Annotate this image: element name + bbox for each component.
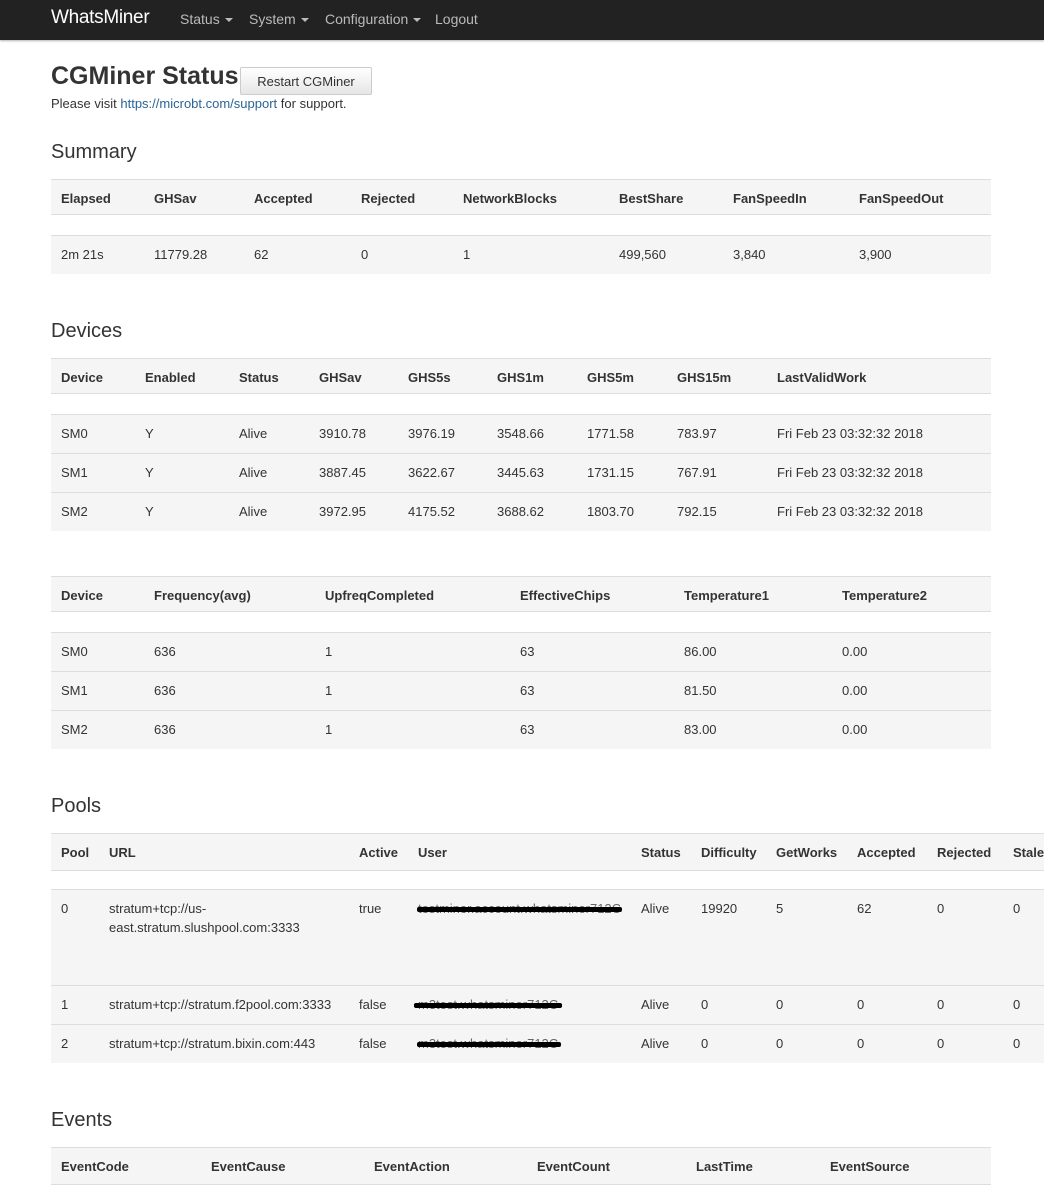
table-cell: 0.00 (842, 683, 868, 698)
table-cell: 0 (937, 1036, 945, 1051)
table-cell: 792.15 (677, 504, 717, 519)
table-cell: 0.00 (842, 722, 868, 737)
events-table (51, 1147, 991, 1185)
col-header: EventCount (537, 1159, 610, 1174)
brand-logo[interactable]: WhatsMiner (51, 7, 150, 28)
col-header: EventSource (830, 1159, 910, 1174)
col-header: Device (61, 588, 103, 603)
table-row (51, 671, 991, 710)
col-header: GHS5s (408, 370, 451, 385)
table-cell: Y (145, 465, 154, 480)
col-header: LastValidWork (777, 370, 867, 385)
col-header: UpfreqCompleted (325, 588, 435, 603)
table-row (51, 985, 1044, 1024)
restart-cgminer-button[interactable]: Restart CGMiner (240, 67, 372, 95)
table-row (51, 414, 991, 453)
col-header: GHS15m (677, 370, 732, 385)
table-cell: 3548.66 (497, 426, 544, 441)
table-cell: 0 (701, 1036, 709, 1051)
support-notice (51, 96, 347, 111)
table-cell: Y (145, 426, 154, 441)
col-header: NetworkBlocks (463, 191, 557, 206)
nav-system-menu[interactable] (249, 11, 309, 27)
table-row (51, 235, 991, 274)
table-cell: false (359, 1036, 387, 1051)
col-header: EffectiveChips (520, 588, 611, 603)
table-row (51, 889, 1044, 986)
col-header: EventAction (374, 1159, 450, 1174)
table-cell: 0 (857, 997, 865, 1012)
table-cell: 0 (857, 1036, 865, 1051)
caret-down-icon (301, 18, 309, 22)
table-cell: Alive (641, 901, 670, 916)
col-header: EventCause (211, 1159, 286, 1174)
table-cell: 86.00 (684, 644, 717, 659)
redaction-mark (417, 907, 622, 912)
col-header: Rejected (361, 191, 416, 206)
table-cell: 0 (776, 997, 784, 1012)
table-cell: 499,560 (619, 247, 666, 262)
table-row (51, 492, 991, 531)
table-cell: SM1 (61, 683, 88, 698)
top-navbar (0, 0, 1044, 40)
table-cell: Alive (641, 997, 670, 1012)
col-header: Difficulty (701, 845, 757, 860)
table-cell: SM0 (61, 426, 88, 441)
events-header-row (51, 1147, 991, 1185)
table-cell: Fri Feb 23 03:32:32 2018 (777, 504, 923, 519)
table-cell: 11779.28 (154, 247, 208, 262)
table-cell: 83.00 (684, 722, 717, 737)
table-cell: 636 (154, 722, 176, 737)
col-header: Rejected (937, 845, 992, 860)
table-cell: Alive (239, 465, 268, 480)
table-cell: 81.50 (684, 683, 717, 698)
events-heading: Events (51, 1109, 113, 1131)
table-cell: Fri Feb 23 03:32:32 2018 (777, 465, 923, 480)
caret-down-icon (413, 18, 421, 22)
table-row (51, 710, 991, 749)
table-cell: true (359, 901, 382, 916)
col-header: GHS1m (497, 370, 544, 385)
col-header: Elapsed (61, 191, 111, 206)
col-header: User (418, 845, 447, 860)
table-cell: 4175.52 (408, 504, 455, 519)
table-cell: 3,840 (733, 247, 766, 262)
table-cell: Alive (239, 504, 268, 519)
device-chips-table (51, 576, 991, 749)
col-header: Device (61, 370, 103, 385)
table-cell: 5 (776, 901, 784, 916)
col-header: GHS5m (587, 370, 634, 385)
page-title: CGMiner Status (51, 62, 239, 90)
table-cell: 3622.67 (408, 465, 455, 480)
table-row (51, 632, 991, 671)
table-cell: 62 (254, 247, 269, 262)
table-row (51, 453, 991, 492)
col-header: Pool (61, 845, 90, 860)
chips-header-row (51, 576, 991, 612)
support-prefix: Please visit (51, 96, 117, 111)
col-header: Status (641, 845, 681, 860)
table-cell: 767.91 (677, 465, 717, 480)
support-link[interactable]: https://microbt.com/support (120, 96, 278, 111)
table-cell: 62 (857, 901, 872, 916)
table-cell: SM1 (61, 465, 88, 480)
nav-status-label: Status (180, 11, 220, 27)
table-cell: 3445.63 (497, 465, 544, 480)
table-cell: SM2 (61, 504, 88, 519)
col-header: URL (109, 845, 136, 860)
pools-heading: Pools (51, 795, 102, 817)
col-header: Active (359, 845, 399, 860)
col-header: Accepted (254, 191, 313, 206)
table-cell: 0 (937, 997, 945, 1012)
table-cell: Alive (641, 1036, 670, 1051)
table-cell: 3976.19 (408, 426, 455, 441)
table-cell: SM2 (61, 722, 88, 737)
devices-heading: Devices (51, 320, 123, 342)
table-row (51, 1024, 1044, 1063)
col-header: Enabled (145, 370, 196, 385)
devices-header-row (51, 358, 991, 394)
col-header: LastTime (696, 1159, 753, 1174)
summary-header-row (51, 179, 991, 215)
table-cell: 0 (61, 901, 69, 916)
table-cell: 1 (463, 247, 471, 262)
table-cell: 1 (61, 997, 69, 1012)
table-cell: SM0 (61, 644, 88, 659)
col-header: Frequency(avg) (154, 588, 251, 603)
caret-down-icon (225, 18, 233, 22)
pools-header-row (51, 833, 1044, 871)
table-cell: 19920 (701, 901, 738, 916)
nav-configuration-menu[interactable] (325, 11, 421, 27)
table-cell: 783.97 (677, 426, 717, 441)
col-header: FanSpeedOut (859, 191, 944, 206)
pool-url-continued: east.stratum.slushpool.com:3333 (109, 920, 300, 935)
nav-configuration-label: Configuration (325, 11, 409, 27)
col-header: Status (239, 370, 279, 385)
pool-url: stratum+tcp://stratum.f2pool.com:3333 (109, 997, 332, 1012)
table-cell: false (359, 997, 387, 1012)
summary-table (51, 179, 991, 274)
table-cell: 1731.15 (587, 465, 634, 480)
pools-table (51, 833, 1044, 1063)
table-cell: 0 (361, 247, 369, 262)
table-cell: 63 (520, 722, 535, 737)
table-cell: 2 (61, 1036, 69, 1051)
table-cell: 1 (325, 644, 333, 659)
table-cell: 0 (1013, 997, 1021, 1012)
table-cell: Fri Feb 23 03:32:32 2018 (777, 426, 923, 441)
col-header: FanSpeedIn (733, 191, 807, 206)
devices-table (51, 358, 991, 531)
nav-status-menu[interactable] (180, 11, 233, 27)
pool-url: stratum+tcp://us- (109, 901, 207, 916)
table-cell: 3688.62 (497, 504, 544, 519)
col-header: EventCode (61, 1159, 129, 1174)
col-header: Accepted (857, 845, 916, 860)
table-cell: 2m 21s (61, 247, 104, 262)
table-cell: 1803.70 (587, 504, 634, 519)
table-cell: 1 (325, 722, 333, 737)
support-suffix: for support. (280, 96, 347, 111)
col-header: BestShare (619, 191, 684, 206)
table-cell: 0 (776, 1036, 784, 1051)
table-cell: 0 (937, 901, 945, 916)
col-header: Temperature2 (842, 588, 928, 603)
table-cell: 3972.95 (319, 504, 366, 519)
table-cell: 636 (154, 683, 176, 698)
col-header: GHSav (319, 370, 362, 385)
table-cell: 0 (701, 997, 709, 1012)
table-cell: 0 (1013, 1036, 1021, 1051)
table-cell: 1771.58 (587, 426, 634, 441)
nav-logout-link[interactable]: Logout (435, 11, 478, 27)
table-cell: 1 (325, 683, 333, 698)
table-cell: 3887.45 (319, 465, 366, 480)
summary-heading: Summary (51, 141, 137, 163)
table-cell: 0.00 (842, 644, 868, 659)
table-cell: 636 (154, 644, 176, 659)
table-cell: 0 (1013, 901, 1021, 916)
col-header: Temperature1 (684, 588, 770, 603)
redaction-mark (414, 1003, 562, 1008)
pool-url: stratum+tcp://stratum.bixin.com:443 (109, 1036, 316, 1051)
table-cell: 3910.78 (319, 426, 366, 441)
table-cell: Y (145, 504, 154, 519)
col-header: GetWorks (776, 845, 838, 860)
redaction-mark (417, 1042, 561, 1047)
nav-system-label: System (249, 11, 296, 27)
table-cell: 3,900 (859, 247, 892, 262)
col-header: GHSav (154, 191, 197, 206)
col-header: Stale (1013, 845, 1044, 860)
table-cell: 63 (520, 683, 535, 698)
table-cell: Alive (239, 426, 268, 441)
table-cell: 63 (520, 644, 535, 659)
